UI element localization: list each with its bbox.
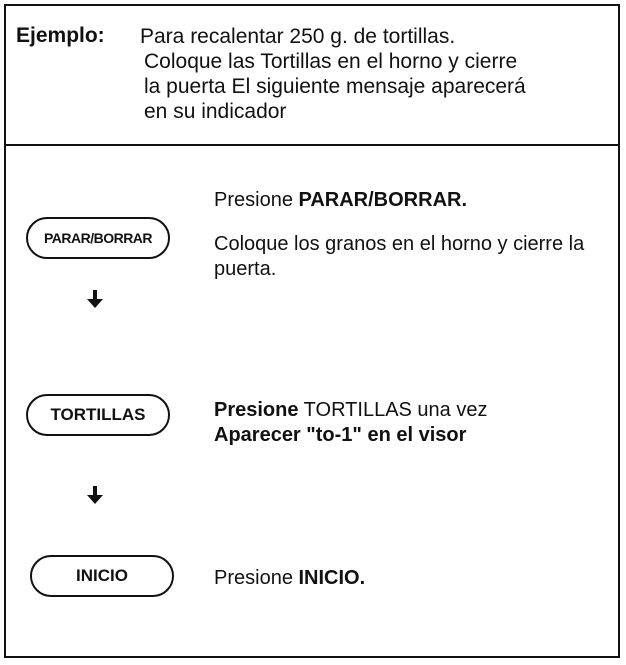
parar-borrar-button: PARAR/BORRAR (26, 217, 170, 259)
example-line: Coloque las Tortillas en el horno y cierre (144, 50, 518, 73)
example-line: la puerta El siguiente mensaje aparecerá (144, 75, 526, 98)
step2-press-rest: TORTILLAS una vez (298, 399, 488, 421)
arrow-down-icon (87, 486, 103, 506)
step2-display-note: Aparecer "to-1" en el visor (214, 424, 467, 446)
step2-press-bold: Presione (214, 399, 299, 421)
step2-instruction (214, 398, 614, 448)
step1-press-prefix: Presione (214, 189, 299, 211)
step3-instruction (214, 566, 365, 591)
example-line: Para recalentar 250 g. de tortillas. (140, 25, 456, 48)
arrow-down-icon (87, 290, 103, 310)
step3-press-prefix: Presione (214, 567, 299, 589)
step1-instruction (214, 188, 467, 213)
example-text (140, 24, 618, 124)
example-line: en su indicador (144, 100, 287, 123)
example-label: Ejemplo: (16, 24, 105, 47)
step3-press-bold: INICIO. (298, 567, 366, 589)
example-header (6, 6, 618, 146)
step1-press-bold: PARAR/BORRAR. (298, 189, 468, 211)
step1-note: Coloque los granos en el horno y cierre la puerta. (214, 233, 585, 280)
tortillas-button: TORTILLAS (26, 394, 170, 436)
inicio-button: INICIO (30, 555, 174, 597)
